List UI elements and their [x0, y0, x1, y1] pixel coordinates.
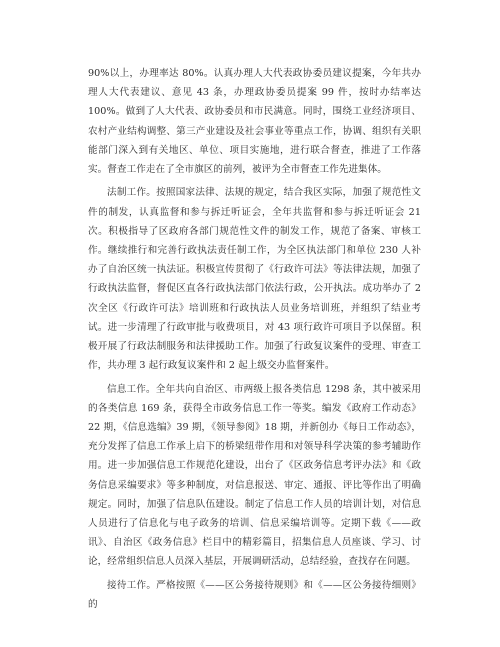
document-page: [88, 64, 421, 618]
paragraph-reception-work: 接待工作。严格按照《——区公务接待规则》和《——区公务接待细则》的: [88, 579, 421, 611]
paragraph-information-work: 信息工作。全年共向自治区、市两级上报各类信息 1298 条，其中被采用的各类信息 169 条，获得全市政务信息工作一等奖。编发《政府工作动态》22 期，《信息选编》39 期，《领导参阅》18 期，并新创办《每日工作动态》，充分发挥了信息工作承上启下的桥梁纽带作用和对领导科学决策的参考辅助作用。进一步加强信息工作规范化建设，出台了《区政务信息考评办法》和《政务信息采编要求》等多种制度，对信息报送、审定、通报、评比等作出了明确规定。同时，加强了信息队伍建设。制定了信息工作人员的培训计划，对信息人员进行了信息化与电子政务的培训、信息采编培训等。定期下载《——政讯》、自治区《政务信息》栏目中的精彩篇目，招集信息人员座谈、学习、讨论，经常组织信息人员深入基层，开展调研活动，总结经验，查找存在问题。: [88, 383, 421, 568]
paragraph-supervision: 90%以上，办理率达 80%。认真办理人大代表政协委员建议提案，今年共办理人大代表建议、意见 43 条，办理政协委员提案 99 件，按时办结率达 100%。做到了人大代表、政协委员和市民满意。同时，围绕工业经济项目、农村产业结构调整、第三产业建设及社会事业等重点工作，协调、组织有关职能部门深入到有关地区、单位、项目实施地，进行联合督查，推进了工作落实。督查工作走在了全市旗区的前列，被评为全市督查工作先进集体。: [88, 68, 421, 176]
paragraph-legal-work: 法制工作。按照国家法律、法规的规定，结合我区实际，加强了规范性文件的制发，认真监督和参与拆迁听证会，全年共监督和参与拆迁听证会 21 次。积极指导了区政府各部门规范性文件的制发工作，规范了备案、审核工作。继续推行和完善行政执法责任制工作，为全区执法部门和单位 230 人补办了自治区统一执法证。积极宣传贯彻了《行政许可法》等法律法规，加强了行政执法监督，督促区直各行政执法部门依法行政，公开执法。成功举办了 2 次全区《行政许可法》培训班和行政执法人员业务培训班，并组织了结业考试。进一步清理了行政审批与收费项目，对 43 项行政许可项目予以保留。积极开展了行政法制服务和法律援助工作。加强了行政复议案件的受理、审查工作，共办理 3 起行政复议案件和 2 起上级交办监督案件。: [88, 187, 421, 372]
